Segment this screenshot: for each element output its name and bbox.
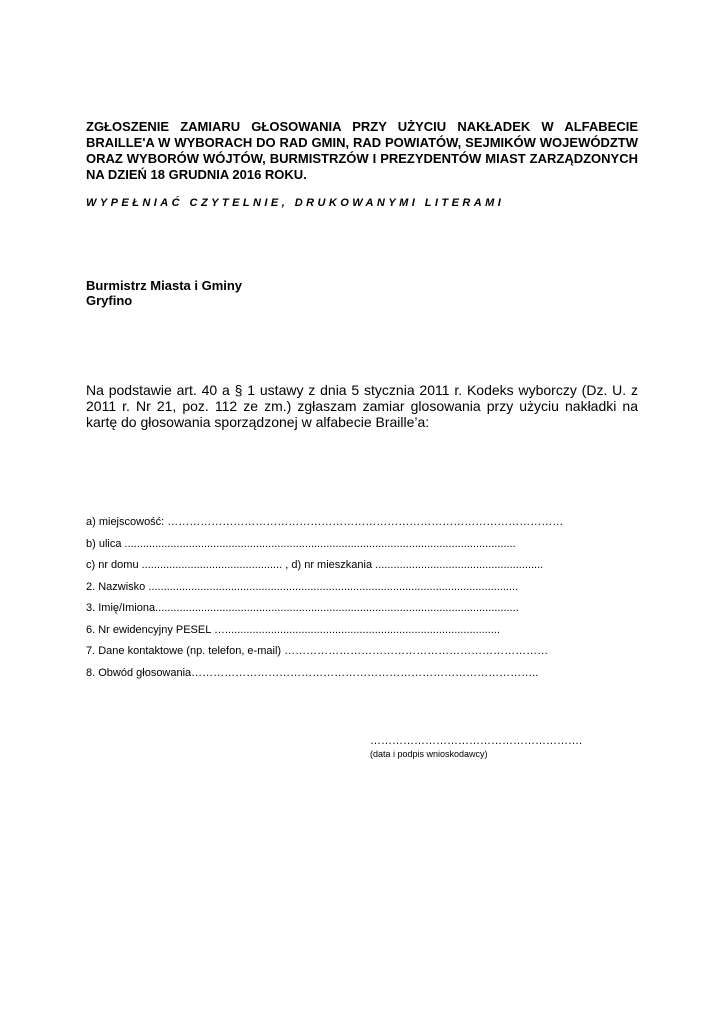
field-locality[interactable]: a) miejscowość: ………………………………………………………………………………………………	[86, 516, 564, 528]
document-title: ZGŁOSZENIE ZAMIARU GŁOSOWANIA PRZY UŻYCIU NAKŁADEK W ALFABECIE BRAILLE'A W WYBORACH DO RAD GMIN, RAD POWIATÓW, SEJMIKÓW WOJEWÓDZTW ORAZ WYBORÓW WÓJTÓW, BURMISTRZÓW I PREZYDENTÓW MIAST ZARZĄDZONYCH NA DZIEŃ 18 GRUDNIA 2016 ROKU.	[86, 119, 638, 182]
signature-line[interactable]: ………………………………………………….	[370, 735, 583, 747]
declaration-paragraph: Na podstawie art. 40 a § 1 ustawy z dnia 5 stycznia 2011 r. Kodeks wyborczy (Dz. U. z 2011 r. Nr 21, poz. 112 ze zm.) zgłaszam zamiar glosowania przy użyciu nakładki na kartę do głosowania sporządzonej w alfabecie Braille’a:	[86, 382, 638, 430]
field-street[interactable]: b) ulica ................................................................................................................................	[86, 537, 516, 550]
addressee-block	[86, 278, 242, 308]
field-house-apartment-number[interactable]: c) nr domu .............................................. , d) nr mieszkania .......................................................	[86, 559, 544, 571]
field-pesel[interactable]: 6. Nr ewidencyjny PESEL …..........................................................................................	[86, 623, 501, 636]
field-contact-details[interactable]: 7. Dane kontaktowe (np. telefon, e-mail) ………………………………………………………………	[86, 645, 549, 657]
addressee-office: Burmistrz Miasta i Gminy	[86, 278, 243, 293]
field-surname[interactable]: 2. Nazwisko .........................................................................................................................	[86, 580, 519, 593]
fill-instruction: WYPEŁNIAĆ CZYTELNIE, DRUKOWANYMI LITERAMI	[86, 197, 505, 209]
form-fields	[86, 514, 626, 686]
field-voting-district[interactable]: 8. Obwód głosowania…………………………………………………………………………………..	[86, 666, 539, 679]
signature-caption: (data i podpis wnioskodawcy)	[370, 749, 488, 759]
field-first-names[interactable]: 3. Imię/Imiona.......................................................................................................................	[86, 602, 519, 614]
addressee-town: Gryfino	[86, 293, 133, 308]
